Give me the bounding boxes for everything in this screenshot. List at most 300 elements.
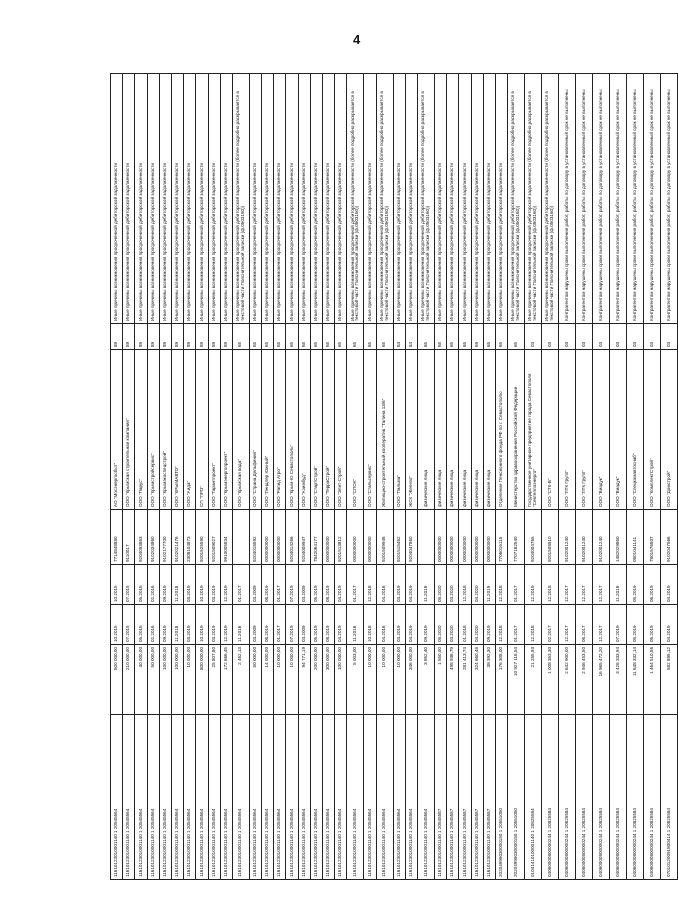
inn-cell: 9102001240 bbox=[559, 510, 576, 565]
amount-cell: 2 462,13 bbox=[232, 645, 249, 715]
date-start-cell: 07.2019 bbox=[610, 605, 627, 645]
reason-cell: Иные причины возникновения просроченной дебиторской задолженности bbox=[135, 74, 147, 324]
amount-cell: 3 426 333,94 bbox=[610, 645, 627, 715]
table-row bbox=[627, 74, 644, 880]
table-row bbox=[447, 74, 459, 880]
organization-cell: ООО "Спецкомавтоснаб" bbox=[627, 350, 644, 510]
reason-cell: Иные причины возникновения просроченной дебиторской задолженности bbox=[111, 74, 123, 324]
reason-cell: Иные причины возникновения просроченной дебиторской задолженности (более подробно раскрывается в текстовой части Пояснительной записки (ф.0503160)) bbox=[347, 74, 364, 324]
organization-cell: ООО "СТК-В" bbox=[542, 350, 559, 510]
budget-code-cell: 11610123010001140 1 20545564 bbox=[123, 715, 135, 880]
inn-cell bbox=[232, 510, 249, 565]
table-row bbox=[171, 74, 183, 880]
inn-cell: 0000000000 bbox=[274, 510, 286, 565]
organization-cell: ООО "КомплектСтрой" bbox=[644, 350, 661, 510]
date-end-cell: 12.2018 bbox=[542, 565, 559, 605]
inn-cell: 7842064177 bbox=[310, 510, 322, 565]
table-row bbox=[220, 74, 232, 880]
category-code-cell: 89 bbox=[208, 324, 220, 350]
organization-cell: ЖСК "Железо" bbox=[405, 350, 417, 510]
category-code-cell: 65 bbox=[323, 324, 335, 350]
date-start-cell: 03.2020 bbox=[447, 605, 459, 645]
category-code-cell: 65 bbox=[495, 324, 507, 350]
table-row bbox=[111, 74, 123, 880]
amount-cell: 11 648 332,14 bbox=[627, 645, 644, 715]
amount-cell: 2 642 900,00 bbox=[559, 645, 576, 715]
budget-code-cell: 04060000800000244 1 20825584 bbox=[610, 715, 627, 880]
reason-cell: Иные причины возникновения просроченной дебиторской задолженности (более подробно раскрывается в текстовой части Пояснительной записки (ф.0503160)) bbox=[376, 74, 393, 324]
inn-cell: 9102021476 bbox=[171, 510, 183, 565]
table-row bbox=[232, 74, 249, 880]
table-row bbox=[196, 74, 208, 880]
budget-code-cell: 11610123010001140 1 20545564 bbox=[232, 715, 249, 880]
date-start-cell: 03.2019 bbox=[208, 605, 220, 645]
amount-cell: 10 000,00 bbox=[184, 645, 196, 715]
date-start-cell: 03.2019 bbox=[184, 605, 196, 645]
organization-cell: ООО "Домстрой" bbox=[661, 350, 678, 510]
date-end-cell: 05.2020 bbox=[434, 565, 446, 605]
amount-cell: 50 000,00 bbox=[147, 645, 159, 715]
category-code-cell: 65 bbox=[298, 324, 310, 350]
inn-cell: 0801041141 bbox=[627, 510, 644, 565]
category-code-cell: 89 bbox=[147, 324, 159, 350]
organization-cell: Отделение Пенсионного фонда РФ по г. Севастополю bbox=[495, 350, 507, 510]
inn-cell: 9102001240 bbox=[576, 510, 593, 565]
budget-code-cell: 11610123010001140 1 20545564 bbox=[347, 715, 364, 880]
budget-code-cell: 11610123010001140 1 20545564 bbox=[376, 715, 393, 880]
date-start-cell: 04.2019 bbox=[405, 605, 417, 645]
organization-cell: ООО "ЛТК Групп" bbox=[576, 350, 593, 510]
date-start-cell: 05.2020 bbox=[434, 605, 446, 645]
date-end-cell: 04.2016 bbox=[376, 565, 393, 605]
budget-code-cell: 11610123010001140 1 20545564 bbox=[417, 715, 434, 880]
inn-cell: 0000000000 bbox=[323, 510, 335, 565]
organization-cell: ООО "Крымская строительная компания" bbox=[123, 350, 135, 510]
budget-code-cell: 11610123010001140 1 20545587 bbox=[459, 715, 471, 880]
inn-cell: 9201515462 bbox=[393, 510, 405, 565]
date-end-cell: 09.2019 bbox=[159, 565, 171, 605]
reason-cell: Иные причины возникновения просроченной дебиторской задолженности bbox=[310, 74, 322, 324]
reason-cell: Иные причины возникновения просроченной дебиторской задолженности bbox=[393, 74, 405, 324]
reason-cell: Иные причины возникновения просроченной дебиторской задолженности (более подробно раскрывается в текстовой части Пояснительной записки (ф.0503160)) bbox=[232, 74, 249, 324]
date-start-cell: 09.2019 bbox=[483, 605, 495, 645]
table-row bbox=[286, 74, 298, 880]
amount-cell: 300 000,00 bbox=[323, 645, 335, 715]
date-end-cell: 12.2018 bbox=[495, 565, 507, 605]
date-end-cell: 10.2015 bbox=[111, 565, 123, 605]
organization-cell: ООО "Рапид Агро" bbox=[274, 350, 286, 510]
date-start-cell: 12.2017 bbox=[593, 605, 610, 645]
date-start-cell: 08.2019 bbox=[323, 605, 335, 645]
amount-cell: 16 965 472,20 bbox=[593, 645, 610, 715]
budget-code-cell: 11610123010001140 1 20545564 bbox=[196, 715, 208, 880]
table-row bbox=[147, 74, 159, 880]
reason-cell: Иные причины возникновения просроченной дебиторской задолженности bbox=[447, 74, 459, 324]
reason-cell: Контрагентом нарушены сроки выполнения работ, работы по договору в установленный срок не выполнены bbox=[661, 74, 678, 324]
amount-cell: 94 771,19 bbox=[298, 645, 310, 715]
date-end-cell: 07.2019 bbox=[286, 565, 298, 605]
organization-cell: ООО "Виадук" bbox=[593, 350, 610, 510]
date-start-cell: 11.2016 bbox=[232, 605, 249, 645]
date-end-cell: 06.2019 bbox=[644, 565, 661, 605]
budget-code-cell: 04060000800000244 1 20825584 bbox=[627, 715, 644, 880]
table-row bbox=[262, 74, 274, 880]
date-end-cell: 05.2019 bbox=[310, 565, 322, 605]
budget-code-cell: 11610123010001140 1 20545564 bbox=[147, 715, 159, 880]
table-row bbox=[644, 74, 661, 880]
date-end-cell: 04.2019 bbox=[405, 565, 417, 605]
inn-cell: 0000000000 bbox=[459, 510, 471, 565]
reason-cell: Иные причины возникновения просроченной дебиторской задолженности bbox=[208, 74, 220, 324]
category-code-cell: 03 bbox=[576, 324, 593, 350]
amount-cell: 500 000,00 bbox=[111, 645, 123, 715]
category-code-cell: 03 bbox=[559, 324, 576, 350]
amount-cell: 10 000,00 bbox=[393, 645, 405, 715]
date-end-cell: 12.2017 bbox=[576, 565, 593, 605]
reason-cell: Иные причины возникновения просроченной дебиторской задолженности bbox=[159, 74, 171, 324]
table-row bbox=[274, 74, 286, 880]
date-start-cell: 12.2019 bbox=[220, 605, 232, 645]
receivables-table bbox=[110, 73, 678, 880]
budget-code-cell: 11610123010001140 1 20545587 bbox=[434, 715, 446, 880]
organization-cell: физические лица bbox=[459, 350, 471, 510]
category-code-cell: 03 bbox=[644, 324, 661, 350]
organization-cell: ООО "Азимбуд" bbox=[298, 350, 310, 510]
category-code-cell: 65 bbox=[447, 324, 459, 350]
date-end-cell: 10.2019 bbox=[196, 565, 208, 605]
table-row bbox=[459, 74, 471, 880]
date-end-cell: 12.2019 bbox=[220, 565, 232, 605]
reason-cell: Иные причины возникновения просроченной дебиторской задолженности bbox=[459, 74, 471, 324]
table-row bbox=[471, 74, 483, 880]
table-row bbox=[610, 74, 627, 880]
organization-cell: ООО "СтартСтрой" bbox=[310, 350, 322, 510]
organization-cell: физические лица bbox=[471, 350, 483, 510]
date-start-cell: 05.2019 bbox=[644, 605, 661, 645]
organization-cell: СП "ПРО" bbox=[196, 350, 208, 510]
table-row bbox=[393, 74, 405, 880]
budget-code-cell: 11610123010001140 1 20545564 bbox=[171, 715, 183, 880]
date-end-cell: 03.2009 bbox=[298, 565, 310, 605]
table-row bbox=[495, 74, 507, 880]
organization-cell: ООО "Крым-Ю Севастополь" bbox=[286, 350, 298, 510]
inn-cell: 9201509027 bbox=[208, 510, 220, 565]
date-start-cell: 04.2016 bbox=[376, 605, 393, 645]
date-end-cell: 11.2018 bbox=[171, 565, 183, 605]
date-start-cell: 09.2019 bbox=[417, 605, 434, 645]
budget-code-cell: 11610123010001140 1 20545564 bbox=[220, 715, 232, 880]
category-code-cell: 65 bbox=[249, 324, 261, 350]
inn-cell: 9102034860 bbox=[147, 510, 159, 565]
date-start-cell: 09.2019 bbox=[159, 605, 171, 645]
date-start-cell: 12.2018 bbox=[495, 605, 507, 645]
organization-cell: ООО "ТерраСтрой" bbox=[323, 350, 335, 510]
inn-cell: 9201509946 bbox=[376, 510, 393, 565]
budget-code-cell: 11610123010001140 1 20545587 bbox=[483, 715, 495, 880]
reason-cell: Иные причины возникновения просроченной дебиторской задолженности bbox=[196, 74, 208, 324]
amount-cell: 346 000,00 bbox=[405, 645, 417, 715]
reason-cell: Иные причины возникновения просроченной дебиторской задолженности bbox=[405, 74, 417, 324]
organization-cell: ООО "Крымстройсервис" bbox=[147, 350, 159, 510]
organization-cell: ООО "КРЫМАВТО" bbox=[171, 350, 183, 510]
inn-cell: 7714848880 bbox=[111, 510, 123, 565]
budget-code-cell: 11610123010001140 1 20545564 bbox=[135, 715, 147, 880]
date-start-cell: 02.2017 bbox=[542, 605, 559, 645]
amount-cell: 10 000,00 bbox=[376, 645, 393, 715]
date-start-cell: 01.2017 bbox=[274, 605, 286, 645]
reason-cell: Иные причины возникновения просроченной дебиторской задолженности bbox=[147, 74, 159, 324]
category-code-cell: 89 bbox=[184, 324, 196, 350]
category-code-cell: 03 bbox=[593, 324, 610, 350]
reason-cell: Иные причины возникновения просроченной дебиторской задолженности (более подробно раскрывается в текстовой части Пояснительной записки (ф.0503160)) bbox=[417, 74, 434, 324]
table-row bbox=[310, 74, 322, 880]
category-code-cell: 65 bbox=[376, 324, 393, 350]
amount-cell: 800 000,00 bbox=[196, 645, 208, 715]
budget-code-cell: 04060000800000244 1 20825584 bbox=[576, 715, 593, 880]
inn-cell: 0000000000 bbox=[447, 510, 459, 565]
table-row bbox=[249, 74, 261, 880]
amount-cell: 200 000,00 bbox=[310, 645, 322, 715]
date-end-cell: 08.2019 bbox=[323, 565, 335, 605]
budget-code-cell: 11610123010001140 1 20545564 bbox=[274, 715, 286, 880]
date-start-cell: 07.2019 bbox=[286, 605, 298, 645]
table-row bbox=[376, 74, 393, 880]
inn-cell: 0000000000 bbox=[471, 510, 483, 565]
date-end-cell: 03.2019 bbox=[393, 565, 405, 605]
date-end-cell: 07.2015 bbox=[123, 565, 135, 605]
table-row bbox=[576, 74, 593, 880]
category-code-cell: 65 bbox=[335, 324, 347, 350]
budget-code-cell: 11610123010001140 1 20545564 bbox=[286, 715, 298, 880]
inn-cell: 9102047566 bbox=[661, 510, 678, 565]
amount-cell: 10 000,00 bbox=[274, 645, 286, 715]
budget-code-cell: 11610123010001140 1 20545564 bbox=[298, 715, 310, 880]
organization-cell: ООО "Стальсервис" bbox=[364, 350, 376, 510]
amount-cell: 14 000,00 bbox=[262, 645, 274, 715]
reason-cell: Контрагентом нарушены сроки выполнения работ, работы по договору в установленный срок не выполнены bbox=[576, 74, 593, 324]
category-code-cell: 89 bbox=[220, 324, 232, 350]
inn-cell: 7706016115 bbox=[495, 510, 507, 565]
amount-cell: 21 255,93 bbox=[525, 645, 542, 715]
date-end-cell: 05.2015 bbox=[135, 565, 147, 605]
budget-code-cell: 11610123010001140 1 20545587 bbox=[471, 715, 483, 880]
budget-code-cell: 11610123010001140 1 20545564 bbox=[393, 715, 405, 880]
budget-code-cell: 11610123010001140 1 20545564 bbox=[249, 715, 261, 880]
amount-cell: 172 666,45 bbox=[220, 645, 232, 715]
organization-cell: ООО "Крымэкоспецстрой" bbox=[159, 350, 171, 510]
inn-cell: 0000000000 bbox=[262, 510, 274, 565]
date-end-cell: 04.2020 bbox=[471, 565, 483, 605]
category-code-cell: 65 bbox=[347, 324, 364, 350]
date-start-cell: 04.2020 bbox=[471, 605, 483, 645]
date-start-cell: 03.2009 bbox=[298, 605, 310, 645]
amount-cell: 5 003,00 bbox=[347, 645, 364, 715]
budget-code-cell: 11610123010001140 1 20545564 bbox=[159, 715, 171, 880]
amount-cell: 498 936,79 bbox=[447, 645, 459, 715]
table-row bbox=[335, 74, 347, 880]
amount-cell: 10 000,00 bbox=[286, 645, 298, 715]
organization-cell: физические лица bbox=[434, 350, 446, 510]
table-row bbox=[661, 74, 678, 880]
budget-code-cell: 11610123010001140 1 20545564 bbox=[364, 715, 376, 880]
date-end-cell: 05.2019 bbox=[627, 565, 644, 605]
date-start-cell: 10.2015 bbox=[111, 605, 123, 645]
receivables-table-container bbox=[110, 74, 671, 880]
category-code-cell: 89 bbox=[123, 324, 135, 350]
category-code-cell: 03 bbox=[525, 324, 542, 350]
date-end-cell: 11.2019 bbox=[610, 565, 627, 605]
reason-cell: Иные причины возникновения просроченной дебиторской задолженности bbox=[171, 74, 183, 324]
category-code-cell: 65 bbox=[262, 324, 274, 350]
table-row bbox=[483, 74, 495, 880]
budget-code-cell: 04060000800000244 1 20825584 bbox=[644, 715, 661, 880]
table-row bbox=[593, 74, 610, 880]
amount-cell: 100 000,00 bbox=[171, 645, 183, 715]
date-end-cell: 12.2017 bbox=[593, 565, 610, 605]
date-start-cell: 12.2018 bbox=[525, 605, 542, 645]
date-end-cell: 01.2017 bbox=[274, 565, 286, 605]
reason-cell: Иные причины возникновения просроченной дебиторской задолженности bbox=[364, 74, 376, 324]
date-end-cell: 01.2017 bbox=[232, 565, 249, 605]
category-code-cell: 69 bbox=[471, 324, 483, 350]
amount-cell: 210 000,00 bbox=[123, 645, 135, 715]
budget-code-cell: 07010120091800414 1 20825584 bbox=[661, 715, 678, 880]
organization-cell: Министерство здравоохранения Российской Федерации bbox=[508, 350, 525, 510]
date-start-cell: 03.2009 bbox=[249, 605, 261, 645]
budget-code-cell: 20204999030000150 1 20551050 bbox=[495, 715, 507, 880]
table-row bbox=[364, 74, 376, 880]
date-start-cell: 07.2015 bbox=[123, 605, 135, 645]
date-start-cell: 05.2019 bbox=[310, 605, 322, 645]
amount-cell: 40 000,00 bbox=[135, 645, 147, 715]
inn-cell: 0000000000 bbox=[483, 510, 495, 565]
reason-cell: Контрагентом нарушены сроки выполнения работ, работы по договору в установленный срок не выполнены bbox=[559, 74, 576, 324]
inn-cell: 9204018592 bbox=[249, 510, 261, 565]
reason-cell: Иные причины возникновения просроченной дебиторской задолженности bbox=[249, 74, 261, 324]
inn-cell: 9910005834 bbox=[220, 510, 232, 565]
table-row bbox=[208, 74, 220, 880]
reason-cell: Иные причины возникновения просроченной дебиторской задолженности (более подробно раскрывается в текстовой части Пояснительной записки (ф.0503160)) bbox=[525, 74, 542, 324]
inn-cell: 0000000000 bbox=[364, 510, 376, 565]
date-start-cell: 04.2019 bbox=[661, 605, 678, 645]
category-code-cell: 65 bbox=[310, 324, 322, 350]
category-code-cell: 65 bbox=[364, 324, 376, 350]
amount-cell: 3 852,40 bbox=[417, 645, 434, 715]
date-end-cell: 11.2019 bbox=[417, 565, 434, 605]
date-end-cell: 01.2017 bbox=[508, 565, 525, 605]
organization-cell: Жилищно-строительный кооператив "Талина 13/6" bbox=[376, 350, 393, 510]
date-start-cell: 11.2016 bbox=[347, 605, 364, 645]
category-code-cell: 89 bbox=[196, 324, 208, 350]
table-row bbox=[405, 74, 417, 880]
amount-cell: 2 946 453,50 bbox=[576, 645, 593, 715]
inn-cell: 9102001240 bbox=[593, 510, 610, 565]
organization-cell: ООО "Крымэнергопроект" bbox=[220, 350, 232, 510]
date-end-cell: 03.2019 bbox=[184, 565, 196, 605]
table-row bbox=[135, 74, 147, 880]
table-body bbox=[111, 74, 678, 880]
reason-cell: Иные причины возникновения просроченной дебиторской задолженности bbox=[123, 74, 135, 324]
inn-cell: 9204047860 bbox=[405, 510, 417, 565]
date-start-cell: 10.2018 bbox=[364, 605, 376, 645]
organization-cell: ООО "Крымская вода" bbox=[232, 350, 249, 510]
inn-cell: 9102177700 bbox=[159, 510, 171, 565]
table-row bbox=[184, 74, 196, 880]
category-code-cell: 03 bbox=[542, 324, 559, 350]
reason-cell: Иные причины возникновения просроченной дебиторской задолженности bbox=[323, 74, 335, 324]
inn-cell: 2308104873 bbox=[184, 510, 196, 565]
budget-code-cell: 04060000800000244 1 20825584 bbox=[559, 715, 576, 880]
inn-cell: 9204004765 bbox=[525, 510, 542, 565]
category-code-cell: 65 bbox=[434, 324, 446, 350]
category-code-cell: 65 bbox=[483, 324, 495, 350]
table-row bbox=[417, 74, 434, 880]
reason-cell: Иные причины возникновения просроченной дебиторской задолженности (более подробно раскрывается в текстовой части Пояснительной записки (ф.0503160)) bbox=[508, 74, 525, 324]
budget-code-cell: 11610123010001140 1 20545564 bbox=[208, 715, 220, 880]
reason-cell: Контрагентом нарушены сроки выполнения работ, работы по договору в установленный срок не выполнены bbox=[644, 74, 661, 324]
amount-cell: 50 000,00 bbox=[249, 645, 261, 715]
budget-code-cell: 11610123010001140 1 20545564 bbox=[184, 715, 196, 880]
budget-code-cell: 11610123010001140 1 20545564 bbox=[111, 715, 123, 880]
organization-cell: физические лица bbox=[447, 350, 459, 510]
organization-cell: ООО "ЛТК Групп" bbox=[559, 350, 576, 510]
budget-code-cell: 11610123010001140 1 20545587 bbox=[447, 715, 459, 880]
inn-cell: 9204009947 bbox=[298, 510, 310, 565]
reason-cell: Иные причины возникновения просроченной дебиторской задолженности bbox=[184, 74, 196, 324]
amount-cell: 1 008 353,30 bbox=[542, 645, 559, 715]
amount-cell: 281 413,74 bbox=[459, 645, 471, 715]
reason-cell: Иные причины возникновения просроченной дебиторской задолженности bbox=[335, 74, 347, 324]
date-start-cell: 04.2019 bbox=[335, 605, 347, 645]
organization-cell: ООО "Страна Дельфиния" bbox=[249, 350, 261, 510]
category-code-cell: 84 bbox=[393, 324, 405, 350]
date-end-cell: 01.2017 bbox=[347, 565, 364, 605]
table-row bbox=[542, 74, 559, 880]
category-code-cell: 65 bbox=[286, 324, 298, 350]
inn-cell: 9204093863 bbox=[135, 510, 147, 565]
category-code-cell: 03 bbox=[610, 324, 627, 350]
date-start-cell: 05.2019 bbox=[627, 605, 644, 645]
organization-cell: физические лица bbox=[483, 350, 495, 510]
reason-cell: Иные причины возникновения просроченной дебиторской задолженности bbox=[286, 74, 298, 324]
reason-cell: Иные причины возникновения просроченной дебиторской задолженности bbox=[274, 74, 286, 324]
inn-cell: 7707182540 bbox=[508, 510, 525, 565]
date-start-cell: 05.2015 bbox=[135, 605, 147, 645]
date-end-cell: 12.2019 bbox=[525, 565, 542, 605]
date-start-cell: 11.2018 bbox=[171, 605, 183, 645]
budget-code-cell: 04060000800000244 1 20825584 bbox=[593, 715, 610, 880]
date-start-cell: 06.2017 bbox=[576, 605, 593, 645]
reason-cell: Иные причины возникновения просроченной дебиторской задолженности bbox=[434, 74, 446, 324]
amount-cell: 324 660,48 bbox=[471, 645, 483, 715]
amount-cell: 176 308,00 bbox=[495, 645, 507, 715]
amount-cell: 582 895,12 bbox=[661, 645, 678, 715]
amount-cell: 10 000,00 bbox=[364, 645, 376, 715]
organization-cell: ООО "Виадук" bbox=[610, 350, 627, 510]
inn-cell: 9201513812 bbox=[335, 510, 347, 565]
category-code-cell: 89 bbox=[111, 324, 123, 350]
date-end-cell: 04.2019 bbox=[661, 565, 678, 605]
inn-cell: 9201525590 bbox=[196, 510, 208, 565]
organization-cell: Государственное унитарное предприятие города Севастополя "Севтеплоэнерго" bbox=[525, 350, 542, 510]
inn-cell: 0000000000 bbox=[347, 510, 364, 565]
budget-code-cell: 11610123010001140 1 20545564 bbox=[323, 715, 335, 880]
date-end-cell: 12.2018 bbox=[459, 565, 471, 605]
inn-cell: 1482029860 bbox=[610, 510, 627, 565]
date-end-cell: 02.2016 bbox=[147, 565, 159, 605]
category-code-cell: 89 bbox=[135, 324, 147, 350]
table-row bbox=[559, 74, 576, 880]
